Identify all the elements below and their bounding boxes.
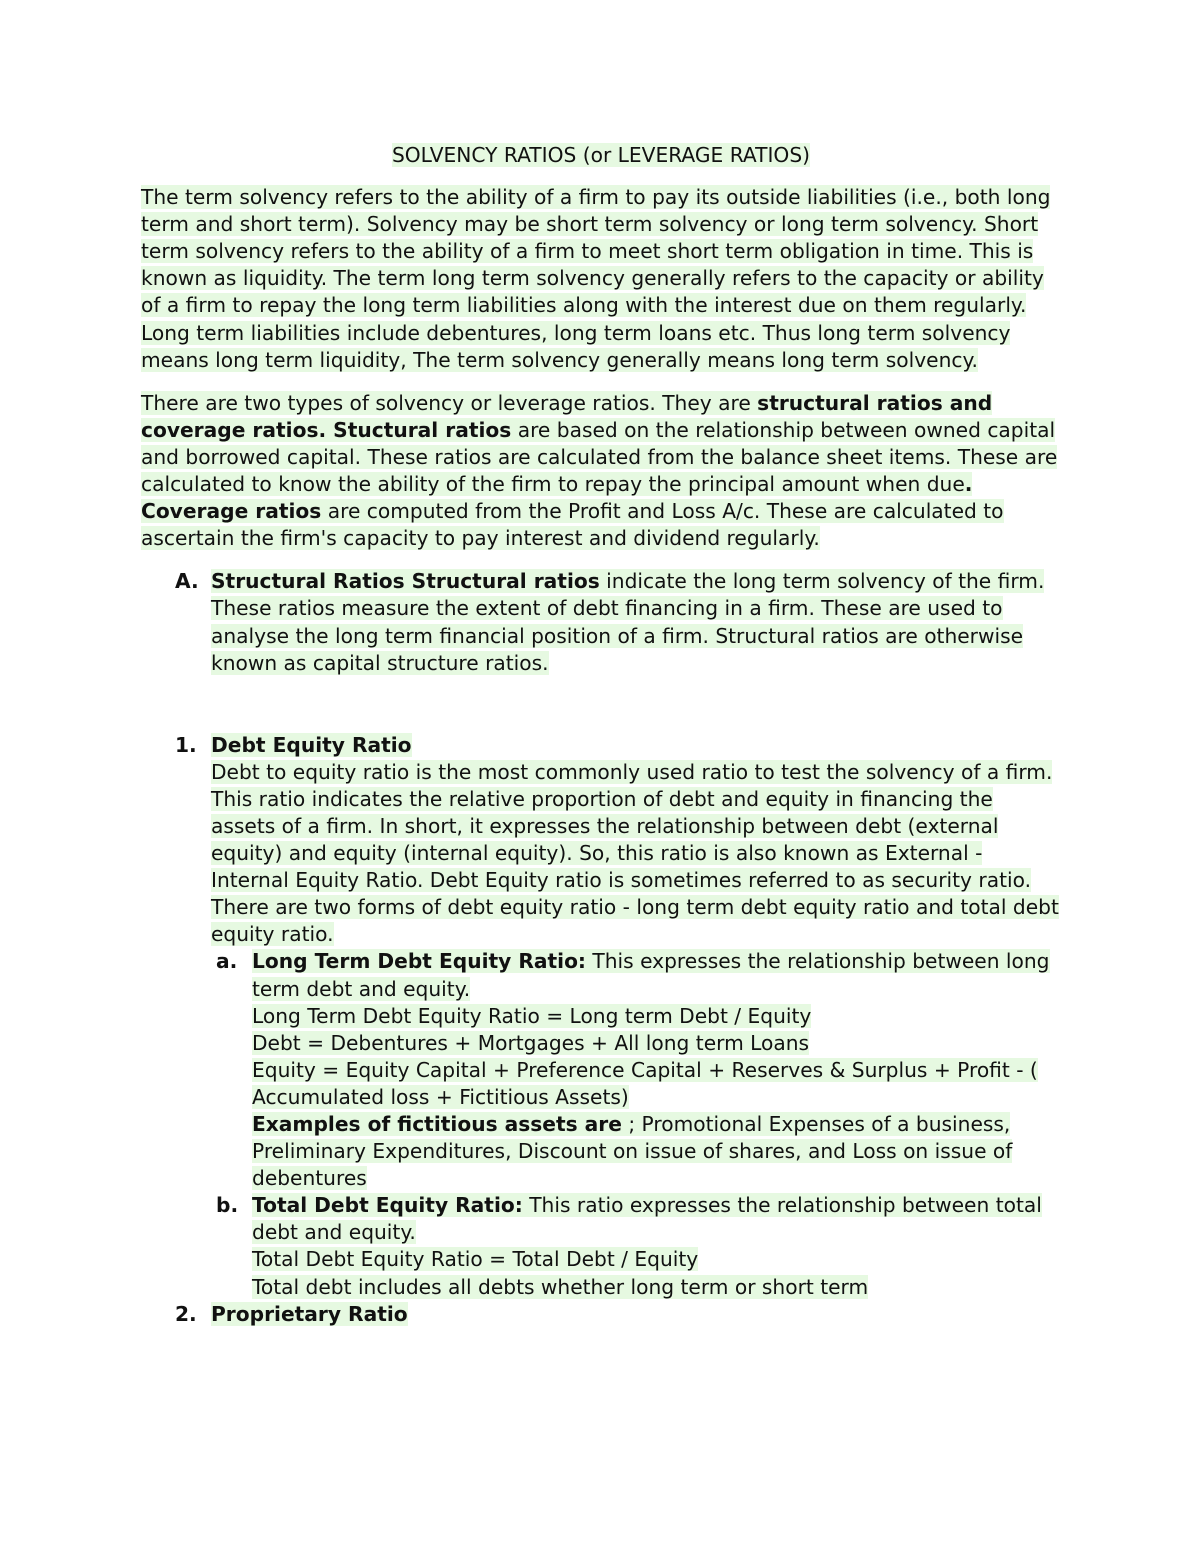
sub-item-b-description (252, 1192, 1061, 1246)
item-1-para-2 (211, 894, 1061, 948)
item-1-debt-equity-ratio (175, 732, 1061, 949)
item-2-proprietary-ratio (175, 1301, 1061, 1328)
types-lead-text: There are two types of solvency or leverage ratios. They are (141, 390, 758, 415)
title-text: SOLVENCY RATIOS (or LEVERAGE RATIOS) (391, 143, 811, 167)
sub-item-a-examples-text: ; Promotional Expenses of a business, Preliminary Expenditures, Discount on issue of shares, and Loss on issue of debentures (252, 1112, 1013, 1191)
sub-item-b-formula-text: Total Debt Equity Ratio = Total Debt / Equity (252, 1247, 699, 1272)
types-bold-2: . Coverage ratios (141, 472, 973, 524)
sub-item-a-debt-text: Debt = Debentures + Mortgages + All long term Loans (252, 1030, 810, 1055)
sub-item-a-examples-heading: Examples of fictitious assets are (252, 1112, 622, 1136)
section-a-heading: Structural Ratios Structural ratios (211, 569, 600, 594)
sub-item-a-equity-definition (252, 1057, 1061, 1111)
sub-item-b-formula (252, 1246, 1061, 1273)
intro-paragraph-text: The term solvency refers to the ability of a firm to pay its outside liabilities (i.e., both long term and short term). Solvency may be short term solvency or long term solvency. Short term solvency refers to the ability of a firm to meet short term obligation in time. This is known as liquidity. The term long term solvency generally refers to the capacity or ability of a firm to repay the long term liabilities along with the interest due on them regularly. Long term liabilities include debentures, long term loans etc. Thus long term solvency means long term liquidity, The term solvency generally means long term solvency. (141, 185, 1051, 372)
item-1-para-1-text: Debt to equity ratio is the most commonly used ratio to test the solvency of a firm. This ratio indicates the relative proportion of debt and equity in financing the assets of a firm. In short, it expresses the relationship between debt (external equity) and equity (internal equity). So, this ratio is also known as External - Internal Equity Ratio. Debt Equity ratio is sometimes referred to as security ratio. (211, 759, 1053, 893)
sub-item-a-equity-text: Equity = Equity Capital + Preference Capital + Reserves & Surplus + Profit - ( Accumulated loss + Fictitious Assets) (252, 1057, 1038, 1109)
item-1-marker: 1. (175, 732, 197, 757)
types-bold-1: structural ratios and coverage ratios. Stuctural ratios (141, 390, 993, 442)
item-1-para-1 (211, 759, 1061, 894)
sub-item-b-note-text: Total debt includes all debts whether long term or short term (252, 1274, 869, 1299)
section-a-text: indicate the long term solvency of the firm. These ratios measure the extent of debt financing in a firm. These are used to analyse the long term financial position of a firm. Structural ratios are otherwise known as capital structure ratios. (211, 569, 1045, 675)
document-title (141, 142, 1061, 169)
item-1-heading-text: Debt Equity Ratio (211, 732, 412, 757)
item-1-para-2-text: There are two forms of debt equity ratio - long term debt equity ratio and total debt equity ratio. (211, 895, 1059, 947)
sub-item-b-total-debt-equity (216, 1192, 1061, 1300)
item-1-heading (211, 732, 1061, 759)
sub-item-b-marker: b. (216, 1193, 239, 1218)
sub-item-a-description (252, 948, 1061, 1002)
sub-item-a-debt-definition (252, 1030, 1061, 1057)
sub-item-b-note (252, 1274, 1061, 1301)
section-a-structural-ratios (175, 568, 1061, 676)
sub-item-a-examples (252, 1111, 1061, 1192)
sub-item-a-long-term-debt-equity (216, 948, 1061, 1192)
intro-paragraph (141, 184, 1061, 374)
document-body (141, 142, 1061, 1328)
sub-item-a-text: This expresses the relationship between long term debt and equity. (252, 949, 1050, 1001)
sub-item-a-heading: Long Term Debt Equity Ratio: (252, 949, 587, 974)
item-2-marker: 2. (175, 1301, 197, 1326)
types-text-2: are computed from the Profit and Loss A/c. These are calculated to ascertain the firm's capacity to pay interest and dividend regularly. (141, 499, 1004, 551)
item-2-heading (211, 1301, 1061, 1328)
sub-item-b-heading: Total Debt Equity Ratio: (252, 1193, 523, 1218)
item-2-heading-text: Proprietary Ratio (211, 1301, 408, 1326)
sub-item-a-formula-text: Long Term Debt Equity Ratio = Long term Debt / Equity (252, 1003, 812, 1028)
sub-item-a-formula (252, 1003, 1061, 1030)
types-paragraph (141, 390, 1061, 553)
sub-item-b-text: This ratio expresses the relationship between total debt and equity. (252, 1193, 1042, 1245)
types-text-1: are based on the relationship between owned capital and borrowed capital. These ratios are calculated from the balance sheet items. These are calculated to know the ability of the firm to repay the principal amount when due (141, 417, 1058, 497)
section-a-marker: A. (175, 569, 199, 594)
sub-item-a-marker: a. (216, 949, 238, 974)
